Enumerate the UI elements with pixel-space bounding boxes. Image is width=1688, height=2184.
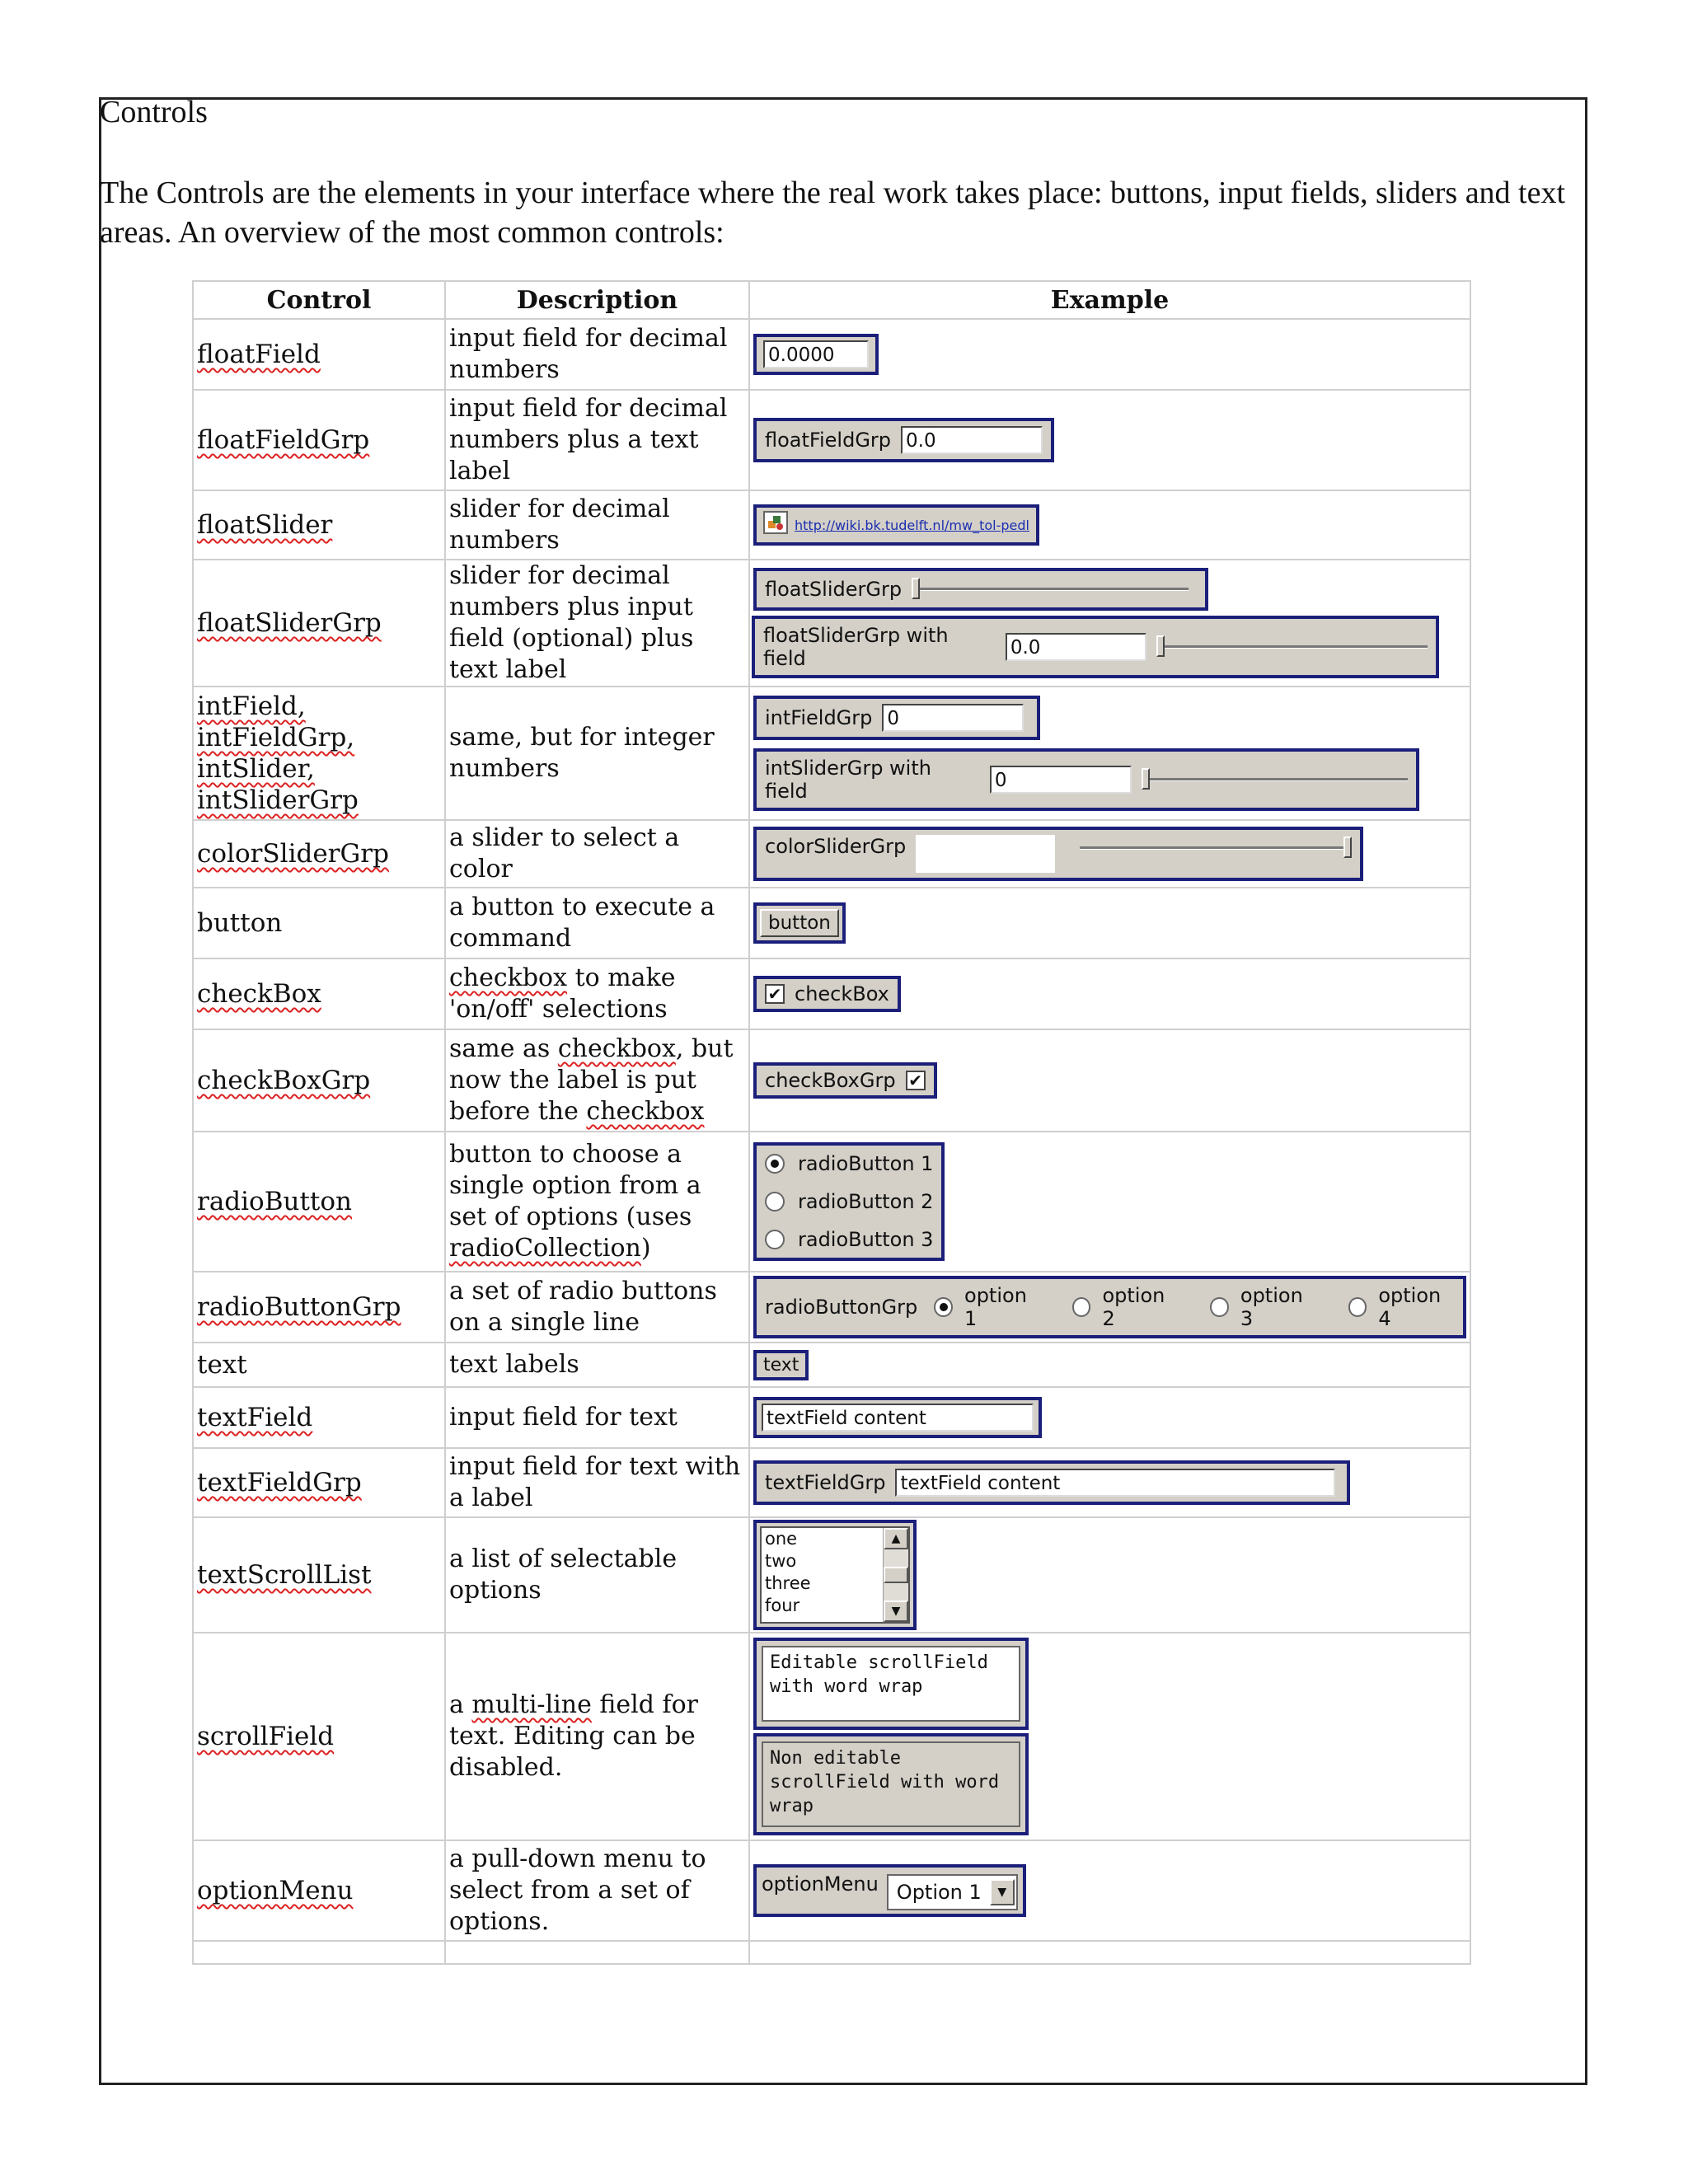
table-row <box>193 687 1470 820</box>
control-description: input field for text with a label <box>445 1448 749 1517</box>
table-row <box>193 1029 1470 1132</box>
color-swatch <box>916 835 1055 873</box>
control-name: intField, <box>197 691 306 721</box>
control-name: intSlider, <box>197 754 315 784</box>
control-name: textScrollList <box>197 1560 372 1590</box>
control-description: input field for text <box>445 1387 749 1448</box>
scroll-up-icon[interactable]: ▲ <box>884 1528 908 1549</box>
slider-knob[interactable] <box>1156 635 1165 657</box>
table-row <box>193 1840 1470 1941</box>
color-slider-grp-example <box>753 827 1363 881</box>
control-description: checkbox to make 'on/off' selections <box>445 958 749 1029</box>
scroll-list[interactable] <box>760 1526 910 1624</box>
option-menu-dropdown[interactable] <box>887 1874 1018 1910</box>
editable-scroll-field[interactable]: Editable scrollField with word wrap <box>762 1646 1020 1722</box>
float-slider-grp-label: floatSliderGrp <box>765 578 903 601</box>
control-description: a button to execute a command <box>445 888 749 958</box>
int-slider-grp-input[interactable]: 0 <box>990 766 1132 794</box>
text-scroll-list-example <box>753 1520 917 1630</box>
control-description: same, but for integer numbers <box>445 687 749 820</box>
control-name: textFieldGrp <box>197 1468 362 1497</box>
table-row <box>193 958 1470 1029</box>
radio-button-grp-example <box>753 1276 1466 1338</box>
radio-button-example <box>753 1142 945 1261</box>
float-slider-grp-field-label: floatSliderGrp with field <box>763 624 949 670</box>
section-title: Controls <box>100 95 208 129</box>
checkbox-grp-example <box>753 1062 937 1099</box>
checkbox[interactable]: ✔ <box>765 984 785 1004</box>
control-name: floatField <box>197 340 321 369</box>
control-name: radioButton <box>197 1187 353 1216</box>
list-item[interactable]: three <box>765 1573 811 1593</box>
list-item[interactable]: one <box>765 1529 798 1549</box>
float-slider-grp-example <box>753 568 1208 611</box>
control-name: textField <box>197 1403 313 1432</box>
control-name: floatFieldGrp <box>197 425 370 455</box>
checkbox-label: checkBox <box>795 982 889 1005</box>
table-header-row <box>193 281 1470 319</box>
header-description: Description <box>445 281 749 319</box>
int-field-grp-input[interactable]: 0 <box>882 704 1024 732</box>
text-field-grp-label: textFieldGrp <box>765 1471 886 1494</box>
chevron-down-icon[interactable]: ▼ <box>990 1879 1015 1905</box>
radio-option[interactable]: option 1 <box>934 1284 1040 1330</box>
table-row <box>193 490 1470 560</box>
radio-unselected[interactable] <box>765 1192 785 1212</box>
scroll-thumb[interactable] <box>884 1567 908 1583</box>
table-row <box>193 1517 1470 1633</box>
float-field-example <box>753 334 879 375</box>
radio-selected[interactable] <box>765 1154 785 1174</box>
list-item[interactable]: two <box>765 1551 797 1571</box>
radio-unselected[interactable] <box>1210 1297 1229 1317</box>
table-row <box>193 1132 1470 1272</box>
text-field-grp-example <box>753 1460 1350 1505</box>
control-name: radioButtonGrp <box>197 1292 401 1322</box>
int-slider-grp-slider[interactable] <box>1142 766 1408 793</box>
float-field-input[interactable]: 0.0000 <box>763 340 869 368</box>
checkbox-example <box>753 976 901 1012</box>
control-name: intFieldGrp, <box>197 723 355 752</box>
float-field-grp-input[interactable]: 0.0 <box>901 426 1043 454</box>
text-label-example: text <box>753 1350 809 1380</box>
radio-option[interactable]: radioButton 3 <box>765 1228 933 1251</box>
float-slider-grp-field-slider[interactable] <box>1156 634 1428 660</box>
float-slider-example <box>753 504 1039 546</box>
image-url-link[interactable]: http://wiki.bk.tudelft.nl/mw_tol-pedl <box>795 517 1029 533</box>
broken-image-icon <box>763 511 788 539</box>
table-row <box>193 888 1470 958</box>
controls-table <box>192 280 1471 1965</box>
table-row <box>193 560 1470 687</box>
radio-option[interactable]: option 3 <box>1210 1284 1316 1330</box>
table-row <box>193 390 1470 490</box>
text-field-input[interactable]: textField content <box>762 1404 1034 1432</box>
radio-option[interactable]: radioButton 1 <box>765 1152 933 1175</box>
non-editable-scroll-field-example <box>753 1733 1029 1835</box>
color-slider[interactable] <box>1080 835 1352 861</box>
table-row <box>193 1448 1470 1517</box>
control-description: a list of selectable options <box>445 1517 749 1633</box>
table-row <box>193 1941 1470 1964</box>
control-description: a multi-line field for text. Editing can be disabled. <box>445 1633 749 1840</box>
table-row <box>193 820 1470 888</box>
table-row <box>193 1633 1470 1840</box>
slider-knob[interactable] <box>1142 768 1150 790</box>
int-slider-grp-example <box>753 748 1419 811</box>
radio-option[interactable]: option 4 <box>1348 1284 1455 1330</box>
control-name: scrollField <box>197 1722 335 1751</box>
int-slider-grp-label: intSliderGrp with field <box>765 757 931 803</box>
float-slider-grp-field-input[interactable]: 0.0 <box>1006 633 1146 661</box>
float-field-grp-label: floatFieldGrp <box>765 429 892 452</box>
control-description: button to choose a single option from a set of options (uses radioCollection) <box>445 1132 749 1272</box>
control-description: a set of radio buttons on a single line <box>445 1272 749 1343</box>
control-description: slider for decimal numbers plus input field (optional) plus text label <box>445 560 749 687</box>
non-editable-scroll-field: Non editable scrollField with word wrap <box>762 1741 1020 1827</box>
float-slider-grp-slider[interactable] <box>912 576 1189 602</box>
control-name: floatSliderGrp <box>197 608 382 638</box>
control-name: colorSliderGrp <box>197 839 389 869</box>
control-description: input field for decimal numbers <box>445 319 749 390</box>
editable-scroll-field-example <box>753 1638 1029 1730</box>
example-button[interactable]: button <box>760 909 839 937</box>
color-slider-grp-label: colorSliderGrp <box>765 835 907 858</box>
slider-knob[interactable] <box>912 578 920 599</box>
control-name: optionMenu <box>197 1876 354 1905</box>
control-name: checkBox <box>197 979 321 1009</box>
control-description: a slider to select a color <box>445 820 749 888</box>
control-description: same as checkbox, but now the label is put before the checkbox <box>445 1029 749 1132</box>
control-name: floatSlider <box>197 510 333 540</box>
option-menu-example <box>753 1864 1026 1917</box>
radio-selected[interactable] <box>934 1297 953 1317</box>
radio-unselected[interactable] <box>1348 1297 1367 1317</box>
option-menu-label: optionMenu <box>762 1872 879 1896</box>
radio-option[interactable]: option 2 <box>1072 1284 1179 1330</box>
button-example <box>753 902 846 944</box>
list-item[interactable]: four <box>765 1596 800 1615</box>
radio-unselected[interactable] <box>1072 1297 1091 1317</box>
header-example: Example <box>749 281 1470 319</box>
table-row <box>193 1387 1470 1448</box>
radio-unselected[interactable] <box>765 1230 785 1249</box>
table-row <box>193 1343 1470 1387</box>
slider-knob[interactable] <box>1343 837 1352 858</box>
control-name: text <box>193 1343 445 1387</box>
control-name: checkBoxGrp <box>197 1066 371 1095</box>
checkbox-grp-label: checkBoxGrp <box>765 1069 896 1092</box>
table-row <box>193 1272 1470 1343</box>
header-control: Control <box>193 281 445 319</box>
control-description: a pull-down menu to select from a set of options. <box>445 1840 749 1941</box>
table-row <box>193 319 1470 390</box>
control-description: input field for decimal numbers plus a text label <box>445 390 749 490</box>
float-field-grp-example <box>753 418 1054 462</box>
scroll-down-icon[interactable]: ▼ <box>884 1601 908 1622</box>
scrollbar[interactable] <box>883 1528 908 1622</box>
control-name: intSliderGrp <box>197 785 359 815</box>
int-field-grp-label: intFieldGrp <box>765 706 873 729</box>
control-description: text labels <box>445 1343 749 1387</box>
control-name: button <box>193 888 445 958</box>
text-field-grp-input[interactable]: textField content <box>895 1469 1335 1497</box>
control-description: slider for decimal numbers <box>445 490 749 560</box>
int-field-grp-example <box>753 696 1040 740</box>
checkbox[interactable]: ✔ <box>906 1071 926 1090</box>
intro-paragraph: The Controls are the elements in your interface where the real work takes place: buttons, input fields, sliders and text areas. An overview of the most common controls: <box>100 176 1566 250</box>
option-menu-value: Option 1 <box>896 1881 982 1904</box>
text-field-example <box>753 1397 1042 1438</box>
radio-grp-label: radioButtonGrp <box>765 1296 918 1319</box>
radio-option[interactable]: radioButton 2 <box>765 1190 933 1213</box>
float-slider-grp-field-example <box>752 616 1439 678</box>
